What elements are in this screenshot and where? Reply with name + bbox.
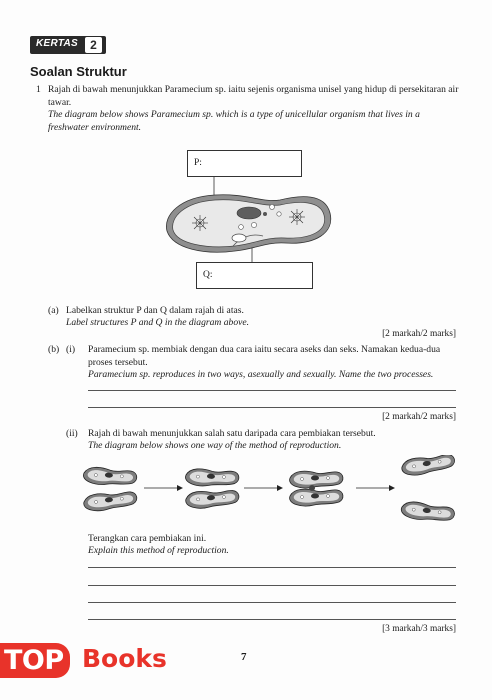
part-b-ii-text-ms: Rajah di bawah menunjukkan salah satu daripada cara pembiakan tersebut. bbox=[88, 428, 376, 439]
answer-line[interactable] bbox=[88, 390, 456, 391]
part-a-label: (a) bbox=[48, 305, 59, 316]
q1-intro-ms: Rajah di bawah menunjukkan Paramecium sp. iaitu sejenis organisma unisel yang hidup di persekitaran air tawar. bbox=[48, 84, 459, 108]
part-b-ii-label: (ii) bbox=[66, 428, 78, 439]
answer-line[interactable] bbox=[88, 407, 456, 408]
page-title: Soalan Struktur bbox=[30, 64, 127, 79]
section-label: KERTAS bbox=[36, 38, 78, 49]
label-box-p[interactable] bbox=[187, 150, 302, 177]
q1-intro-en: The diagram below shows Paramecium sp. which is a type of unicellular organism that lives in a freshwater environment. bbox=[48, 109, 420, 133]
section-number: 2 bbox=[85, 37, 102, 53]
part-a-marks: [2 markah/2 marks] bbox=[382, 329, 456, 339]
part-b-i-marks: [2 markah/2 marks] bbox=[382, 412, 456, 422]
answer-line[interactable] bbox=[88, 567, 456, 568]
part-b-i-text-ms: Paramecium sp. membiak dengan dua cara iaitu secara aseks dan seks. Namakan kedua-dua proses tersebut. bbox=[88, 344, 441, 368]
part-b-label: (b) bbox=[48, 344, 60, 355]
label-box-q[interactable] bbox=[196, 262, 313, 289]
part-a-text-en: Label structures P and Q in the diagram above. bbox=[66, 317, 250, 328]
answer-line[interactable] bbox=[88, 619, 456, 620]
conjugation-diagram bbox=[80, 455, 460, 525]
part-b-i-label: (i) bbox=[66, 344, 76, 355]
explain-ms: Terangkan cara pembiakan ini. bbox=[88, 533, 207, 544]
label-q: Q: bbox=[203, 270, 213, 280]
page-number: 7 bbox=[241, 651, 247, 663]
watermark-logo-top: TOP bbox=[0, 643, 70, 678]
question-number: 1 bbox=[36, 84, 41, 95]
label-p: P: bbox=[194, 158, 202, 168]
answer-line[interactable] bbox=[88, 585, 456, 586]
section-badge bbox=[30, 36, 106, 54]
watermark-logo-books: Books bbox=[82, 644, 167, 673]
explain-en: Explain this method of reproduction. bbox=[88, 545, 229, 556]
part-a-text-ms: Labelkan struktur P dan Q dalam rajah di atas. bbox=[66, 305, 244, 316]
part-b-ii-marks: [3 markah/3 marks] bbox=[382, 624, 456, 634]
part-b-i-text-en: Paramecium sp. reproduces in two ways, asexually and sexually. Name the two processes. bbox=[88, 369, 434, 380]
answer-line[interactable] bbox=[88, 602, 456, 603]
part-b-ii-text-en: The diagram below shows one way of the method of reproduction. bbox=[88, 440, 342, 451]
